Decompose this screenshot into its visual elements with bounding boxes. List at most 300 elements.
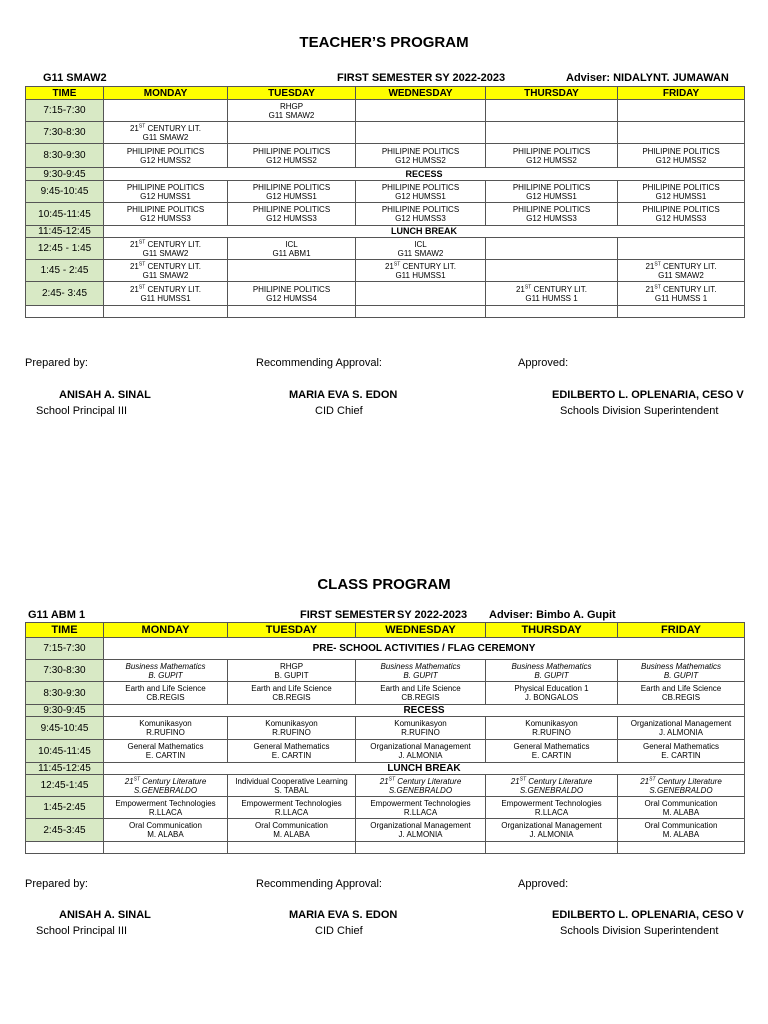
subject-name: PHILIPINE POLITICS — [642, 146, 720, 156]
school-year-label: SY 2022-2023 — [397, 609, 468, 621]
time-slot: 2:45-3:45 — [26, 819, 104, 842]
schedule-cell — [104, 282, 228, 306]
cid-chief-title: CID Chief — [315, 925, 363, 937]
recommending-approval-label: Recommending Approval: — [256, 357, 382, 369]
subject-detail: R.LLACA — [274, 807, 309, 817]
schedule-cell — [356, 100, 486, 122]
ordinal-suffix: ST — [519, 775, 527, 782]
schedule-cell — [486, 282, 618, 306]
teacher-program-header — [0, 72, 768, 86]
schedule-cell — [104, 819, 228, 842]
table-row — [26, 181, 745, 203]
table-row — [26, 705, 745, 717]
subject-name: General Mathematics — [513, 742, 590, 751]
subject-name: Empowerment Technologies — [501, 798, 602, 808]
schedule-cell — [618, 717, 745, 740]
schedule-cell — [356, 775, 486, 797]
schedule-cell — [104, 181, 228, 203]
subject-detail: G11 SMAW2 — [397, 248, 444, 258]
subject-name: PHILIPINE POLITICS — [512, 146, 591, 156]
schedule-cell — [486, 100, 618, 122]
time-slot: 12:45 - 1:45 — [26, 238, 104, 260]
schedule-cell — [618, 100, 745, 122]
adviser-label: Adviser: NIDALYNT. JUMAWAN — [566, 72, 729, 84]
time-slot: 7:30-8:30 — [26, 122, 104, 144]
page-title: TEACHER’S PROGRAM — [299, 34, 469, 51]
class-schedule-table — [25, 622, 745, 854]
schedule-cell — [618, 181, 745, 203]
time-slot: 9:45-10:45 — [26, 181, 104, 203]
subject-name: 21ST CENTURY LIT. — [129, 283, 201, 294]
time-slot — [26, 842, 104, 854]
schedule-cell — [618, 819, 745, 842]
semester-label: FIRST SEMESTER — [300, 609, 396, 621]
schedule-cell — [618, 775, 745, 797]
table-row — [26, 238, 745, 260]
schedule-cell — [486, 181, 618, 203]
subject-name: Business Mathematics — [125, 661, 206, 671]
subject-name: PHILIPINE POLITICS — [381, 146, 460, 156]
subject-name: PHILIPINE POLITICS — [252, 146, 331, 156]
subject-detail: S.GENEBRALDO — [388, 785, 453, 795]
subject-name: Organizational Management — [370, 742, 471, 751]
superintendent-title: Schools Division Superintendent — [560, 925, 719, 937]
day-header-tuesday: TUESDAY — [228, 87, 356, 100]
subject-detail: G12 HUMSS2 — [526, 155, 577, 165]
time-slot: 7:15-7:30 — [26, 100, 104, 122]
subject-name: RHGP — [279, 101, 304, 111]
subject-name: Oral Communication — [644, 821, 718, 830]
prepared-by-label: Prepared by: — [25, 878, 88, 890]
schedule-cell — [486, 203, 618, 226]
schedule-cell — [486, 842, 618, 854]
schedule-cell — [356, 717, 486, 740]
prepared-by-label: Prepared by: — [25, 357, 88, 369]
schedule-cell — [356, 282, 486, 306]
approved-label: Approved: — [518, 357, 569, 369]
subject-name: PHILIPINE POLITICS — [381, 205, 460, 214]
time-slot: 7:30-8:30 — [26, 660, 104, 682]
time-slot: 1:45 - 2:45 — [26, 260, 104, 282]
subject-detail: M. ALABA — [662, 830, 700, 839]
subject-name: 21ST CENTURY LIT. — [129, 238, 201, 249]
subject-detail: S.GENEBRALDO — [519, 785, 584, 795]
teacher-schedule-table — [25, 86, 745, 318]
table-header-row — [26, 87, 745, 100]
day-header-friday: FRIDAY — [618, 623, 745, 638]
schedule-cell — [486, 682, 618, 705]
semester-label: FIRST SEMESTER — [337, 72, 433, 84]
schedule-cell — [356, 260, 486, 282]
schedule-cell — [228, 181, 356, 203]
cid-chief-name: MARIA EVA S. EDON — [289, 909, 398, 921]
schedule-cell — [104, 775, 228, 797]
subject-detail: E. CARTIN — [271, 751, 312, 760]
subject-detail: G11 SMAW2 — [142, 132, 189, 142]
subject-detail: S.GENEBRALDO — [133, 785, 198, 795]
subject-name: Earth and Life Science — [251, 684, 332, 693]
subject-detail: G12 HUMSS3 — [655, 214, 707, 223]
subject-detail: B. GUPIT — [148, 670, 183, 680]
principal-title: School Principal III — [36, 405, 128, 417]
subject-detail: R.RUFINO — [272, 728, 311, 737]
schedule-cell — [618, 260, 745, 282]
subject-name: Physical Education 1 — [514, 684, 589, 693]
subject-name: RHGP — [279, 661, 304, 671]
table-row — [26, 763, 745, 775]
subject-name: Organizational Management — [501, 821, 602, 830]
time-slot: 1:45-2:45 — [26, 797, 104, 819]
table-row — [26, 775, 745, 797]
schedule-cell — [356, 122, 486, 144]
schedule-cell — [486, 260, 618, 282]
subject-name: Earth and Life Science — [640, 684, 722, 693]
schedule-cell — [486, 660, 618, 682]
subject-name: 21ST CENTURY LIT. — [129, 260, 201, 271]
subject-name: 21ST CENTURY LIT. — [129, 122, 201, 133]
table-row — [26, 168, 745, 181]
subject-name: PHILIPINE POLITICS — [252, 205, 331, 214]
subject-name: PHILIPINE POLITICS — [642, 205, 720, 214]
subject-name: ICL — [414, 239, 427, 249]
subject-detail: R.LLACA — [403, 807, 438, 817]
principal-name: ANISAH A. SINAL — [59, 909, 151, 921]
subject-name: Earth and Life Science — [380, 684, 461, 693]
flag-ceremony-row: PRE- SCHOOL ACTIVITIES / FLAG CEREMONY — [104, 638, 745, 660]
subject-detail: G12 HUMSS2 — [266, 155, 317, 165]
subject-name: ICL — [285, 239, 298, 249]
schedule-cell — [618, 797, 745, 819]
subject-detail: E. CARTIN — [661, 751, 701, 760]
subject-name: 21ST Century Literature — [379, 775, 462, 786]
day-header-monday: MONDAY — [104, 87, 228, 100]
schedule-cell — [228, 682, 356, 705]
time-column-header: TIME — [26, 623, 104, 638]
subject-detail: G11 HUMSS 1 — [525, 293, 578, 303]
schedule-cell — [228, 203, 356, 226]
school-year-label: SY 2022-2023 — [435, 72, 506, 84]
recess-row: RECESS — [104, 705, 745, 717]
class-program-title: CLASS PROGRAM — [317, 576, 451, 593]
subject-name: Komunikasyon — [394, 719, 447, 728]
ordinal-suffix: ST — [654, 283, 661, 290]
schedule-cell — [104, 682, 228, 705]
schedule-cell — [104, 100, 228, 122]
schedule-cell — [104, 306, 228, 318]
superintendent-name: EDILBERTO L. OPLENARIA, CESO V — [552, 389, 744, 401]
schedule-cell — [618, 203, 745, 226]
schedule-cell — [356, 306, 486, 318]
schedule-cell — [486, 797, 618, 819]
schedule-cell — [618, 238, 745, 260]
table-header-row — [26, 623, 745, 638]
subject-name: General Mathematics — [127, 742, 204, 751]
subject-detail: R.RUFINO — [146, 728, 185, 737]
principal-title: School Principal III — [36, 925, 128, 937]
subject-name: PHILIPINE POLITICS — [126, 205, 205, 214]
subject-detail: G11 SMAW2 — [268, 110, 315, 120]
time-slot: 10:45-11:45 — [26, 203, 104, 226]
schedule-cell — [104, 740, 228, 763]
ordinal-suffix: ST — [524, 283, 532, 290]
schedule-cell — [618, 842, 745, 854]
schedule-cell — [228, 819, 356, 842]
schedule-cell — [104, 203, 228, 226]
ordinal-suffix: ST — [138, 122, 146, 129]
subject-detail: S. TABAL — [274, 785, 309, 795]
table-row — [26, 660, 745, 682]
recess-row: RECESS — [104, 168, 745, 181]
day-header-thursday: THURSDAY — [486, 623, 618, 638]
schedule-cell — [486, 122, 618, 144]
schedule-cell — [228, 282, 356, 306]
table-row — [26, 682, 745, 705]
subject-name: PHILIPINE POLITICS — [252, 182, 331, 192]
day-header-wednesday: WEDNESDAY — [356, 87, 486, 100]
table-row — [26, 306, 745, 318]
subject-detail: S.GENEBRALDO — [649, 785, 713, 795]
subject-name: Individual Cooperative Learning — [235, 776, 348, 786]
schedule-cell — [618, 740, 745, 763]
subject-name: PHILIPINE POLITICS — [512, 182, 591, 192]
table-row — [26, 797, 745, 819]
table-row — [26, 819, 745, 842]
adviser-label: Adviser: Bimbo A. Gupit — [489, 609, 616, 621]
subject-detail: G11 HUMSS 1 — [654, 293, 708, 303]
subject-detail: G12 HUMSS2 — [655, 155, 707, 165]
schedule-cell — [356, 660, 486, 682]
subject-detail: G12 HUMSS1 — [266, 191, 317, 201]
schedule-cell — [228, 797, 356, 819]
subject-name: Organizational Management — [630, 719, 732, 728]
table-row — [26, 282, 745, 306]
schedule-cell — [486, 306, 618, 318]
subject-name: PHILIPINE POLITICS — [512, 205, 591, 214]
schedule-cell — [486, 819, 618, 842]
subject-detail: B. GUPIT — [534, 670, 569, 680]
class-program-header — [0, 609, 768, 623]
recommending-approval-label: Recommending Approval: — [256, 878, 382, 890]
principal-name: ANISAH A. SINAL — [59, 389, 151, 401]
time-slot: 8:30-9:30 — [26, 144, 104, 168]
subject-detail: CB.REGIS — [661, 693, 701, 702]
subject-detail: J. ALMONIA — [398, 830, 443, 839]
subject-name: PHILIPINE POLITICS — [642, 182, 720, 192]
subject-name: Oral Communication — [644, 798, 718, 808]
schedule-cell — [228, 144, 356, 168]
ordinal-suffix: ST — [388, 775, 396, 782]
subject-detail: B. GUPIT — [274, 670, 309, 680]
subject-detail: M. ALABA — [662, 807, 700, 817]
subject-detail: G12 HUMSS4 — [266, 293, 317, 303]
ordinal-suffix: ST — [393, 260, 401, 267]
table-row — [26, 100, 745, 122]
subject-detail: R.RUFINO — [401, 728, 440, 737]
schedule-cell — [486, 775, 618, 797]
subject-detail: J. ALMONIA — [398, 751, 443, 760]
subject-name: General Mathematics — [642, 742, 720, 751]
table-row — [26, 122, 745, 144]
time-slot: 9:45-10:45 — [26, 717, 104, 740]
schedule-cell — [356, 797, 486, 819]
schedule-cell — [486, 717, 618, 740]
subject-detail: G12 HUMSS1 — [655, 191, 707, 201]
table-row — [26, 842, 745, 854]
subject-detail: G11 ABM1 — [272, 248, 311, 258]
day-header-tuesday: TUESDAY — [228, 623, 356, 638]
schedule-cell — [104, 238, 228, 260]
schedule-cell — [356, 819, 486, 842]
time-slot: 12:45-1:45 — [26, 775, 104, 797]
subject-detail: G12 HUMSS3 — [140, 214, 191, 223]
schedule-cell — [356, 238, 486, 260]
time-slot: 9:30-9:45 — [26, 705, 104, 717]
subject-detail: G12 HUMSS3 — [526, 214, 577, 223]
ordinal-suffix: ST — [649, 775, 656, 782]
time-slot: 11:45-12:45 — [26, 763, 104, 775]
subject-name: PHILIPINE POLITICS — [381, 182, 460, 192]
schedule-cell — [228, 740, 356, 763]
schedule-cell — [228, 306, 356, 318]
schedule-cell — [486, 740, 618, 763]
subject-name: 21ST CENTURY LIT. — [515, 283, 587, 294]
subject-name: Business Mathematics — [511, 661, 592, 671]
subject-name: Oral Communication — [255, 821, 328, 830]
subject-detail: G12 HUMSS1 — [526, 191, 577, 201]
subject-name: PHILIPINE POLITICS — [126, 146, 205, 156]
table-row — [26, 203, 745, 226]
subject-name: 21ST CENTURY LIT. — [384, 260, 456, 271]
schedule-cell — [356, 181, 486, 203]
day-header-monday: MONDAY — [104, 623, 228, 638]
schedule-cell — [618, 306, 745, 318]
subject-name: 21ST CENTURY LIT. — [645, 283, 717, 294]
section-label: G11 SMAW2 — [43, 72, 107, 84]
subject-name: Earth and Life Science — [125, 684, 206, 693]
time-column-header: TIME — [26, 87, 104, 100]
schedule-cell — [228, 238, 356, 260]
time-slot: 10:45-11:45 — [26, 740, 104, 763]
subject-name: 21ST Century Literature — [640, 775, 722, 786]
schedule-cell — [356, 842, 486, 854]
subject-name: Empowerment Technologies — [241, 798, 342, 808]
subject-detail: R.LLACA — [148, 807, 183, 817]
cid-chief-title: CID Chief — [315, 405, 363, 417]
schedule-cell — [228, 260, 356, 282]
schedule-cell — [618, 682, 745, 705]
subject-detail: M. ALABA — [147, 830, 184, 839]
subject-name: 21ST CENTURY LIT. — [645, 260, 717, 271]
subject-detail: G12 HUMSS3 — [395, 214, 446, 223]
subject-detail: G12 HUMSS2 — [140, 155, 191, 165]
cid-chief-name: MARIA EVA S. EDON — [289, 389, 398, 401]
schedule-cell — [104, 842, 228, 854]
schedule-cell — [618, 122, 745, 144]
subject-name: Business Mathematics — [640, 661, 722, 671]
subject-name: 21ST Century Literature — [124, 775, 207, 786]
subject-detail: CB.REGIS — [401, 693, 440, 702]
subject-detail: G11 HUMSS1 — [395, 270, 446, 280]
table-row — [26, 226, 745, 238]
lunch-break-row: LUNCH BREAK — [104, 226, 745, 238]
subject-name: Oral Communication — [129, 821, 202, 830]
schedule-cell — [104, 260, 228, 282]
schedule-cell — [228, 100, 356, 122]
schedule-cell — [228, 122, 356, 144]
subject-detail: B. GUPIT — [403, 670, 438, 680]
subject-detail: R.RUFINO — [532, 728, 571, 737]
ordinal-suffix: ST — [133, 775, 141, 782]
subject-detail: G11 SMAW2 — [142, 270, 189, 280]
day-header-friday: FRIDAY — [618, 87, 745, 100]
day-header-wednesday: WEDNESDAY — [356, 623, 486, 638]
table-row — [26, 144, 745, 168]
subject-detail: E. CARTIN — [531, 751, 572, 760]
ordinal-suffix: ST — [654, 260, 661, 267]
schedule-cell — [228, 717, 356, 740]
subject-name: PHILIPINE POLITICS — [126, 182, 205, 192]
time-slot: 8:30-9:30 — [26, 682, 104, 705]
day-header-thursday: THURSDAY — [486, 87, 618, 100]
schedule-cell — [618, 144, 745, 168]
lunch-break-row: LUNCH BREAK — [104, 763, 745, 775]
subject-detail: R.LLACA — [534, 807, 569, 817]
schedule-cell — [104, 144, 228, 168]
schedule-cell — [228, 775, 356, 797]
subject-detail: G11 HUMSS1 — [140, 293, 191, 303]
subject-detail: B. GUPIT — [663, 670, 699, 680]
schedule-cell — [104, 660, 228, 682]
subject-detail: M. ALABA — [273, 830, 310, 839]
subject-name: Empowerment Technologies — [370, 798, 471, 808]
subject-name: Organizational Management — [370, 821, 471, 830]
schedule-cell — [356, 740, 486, 763]
schedule-cell — [356, 203, 486, 226]
schedule-cell — [356, 144, 486, 168]
subject-detail: G12 HUMSS2 — [395, 155, 446, 165]
ordinal-suffix: ST — [138, 283, 146, 290]
schedule-cell — [228, 842, 356, 854]
schedule-cell — [486, 144, 618, 168]
time-slot — [26, 306, 104, 318]
subject-name: PHILIPINE POLITICS — [252, 284, 331, 294]
subject-detail: G11 SMAW2 — [658, 270, 704, 280]
schedule-cell — [104, 122, 228, 144]
subject-name: Komunikasyon — [525, 719, 578, 728]
subject-detail: G12 HUMSS1 — [140, 191, 191, 201]
subject-detail: G12 HUMSS3 — [266, 214, 317, 223]
table-row — [26, 740, 745, 763]
subject-name: Komunikasyon — [139, 719, 192, 728]
subject-detail: E. CARTIN — [145, 751, 186, 760]
ordinal-suffix: ST — [138, 238, 146, 245]
subject-name: Business Mathematics — [380, 661, 461, 671]
subject-name: Komunikasyon — [265, 719, 318, 728]
subject-detail: J. ALMONIA — [658, 728, 703, 737]
schedule-cell — [618, 660, 745, 682]
subject-name: General Mathematics — [253, 742, 330, 751]
time-slot: 7:15-7:30 — [26, 638, 104, 660]
time-slot: 9:30-9:45 — [26, 168, 104, 181]
subject-detail: G11 SMAW2 — [142, 248, 189, 258]
schedule-cell — [356, 682, 486, 705]
superintendent-name: EDILBERTO L. OPLENARIA, CESO V — [552, 909, 744, 921]
schedule-cell — [104, 717, 228, 740]
subject-detail: CB.REGIS — [272, 693, 311, 702]
subject-detail: J. ALMONIA — [529, 830, 574, 839]
subject-name: 21ST Century Literature — [510, 775, 593, 786]
ordinal-suffix: ST — [138, 260, 146, 267]
